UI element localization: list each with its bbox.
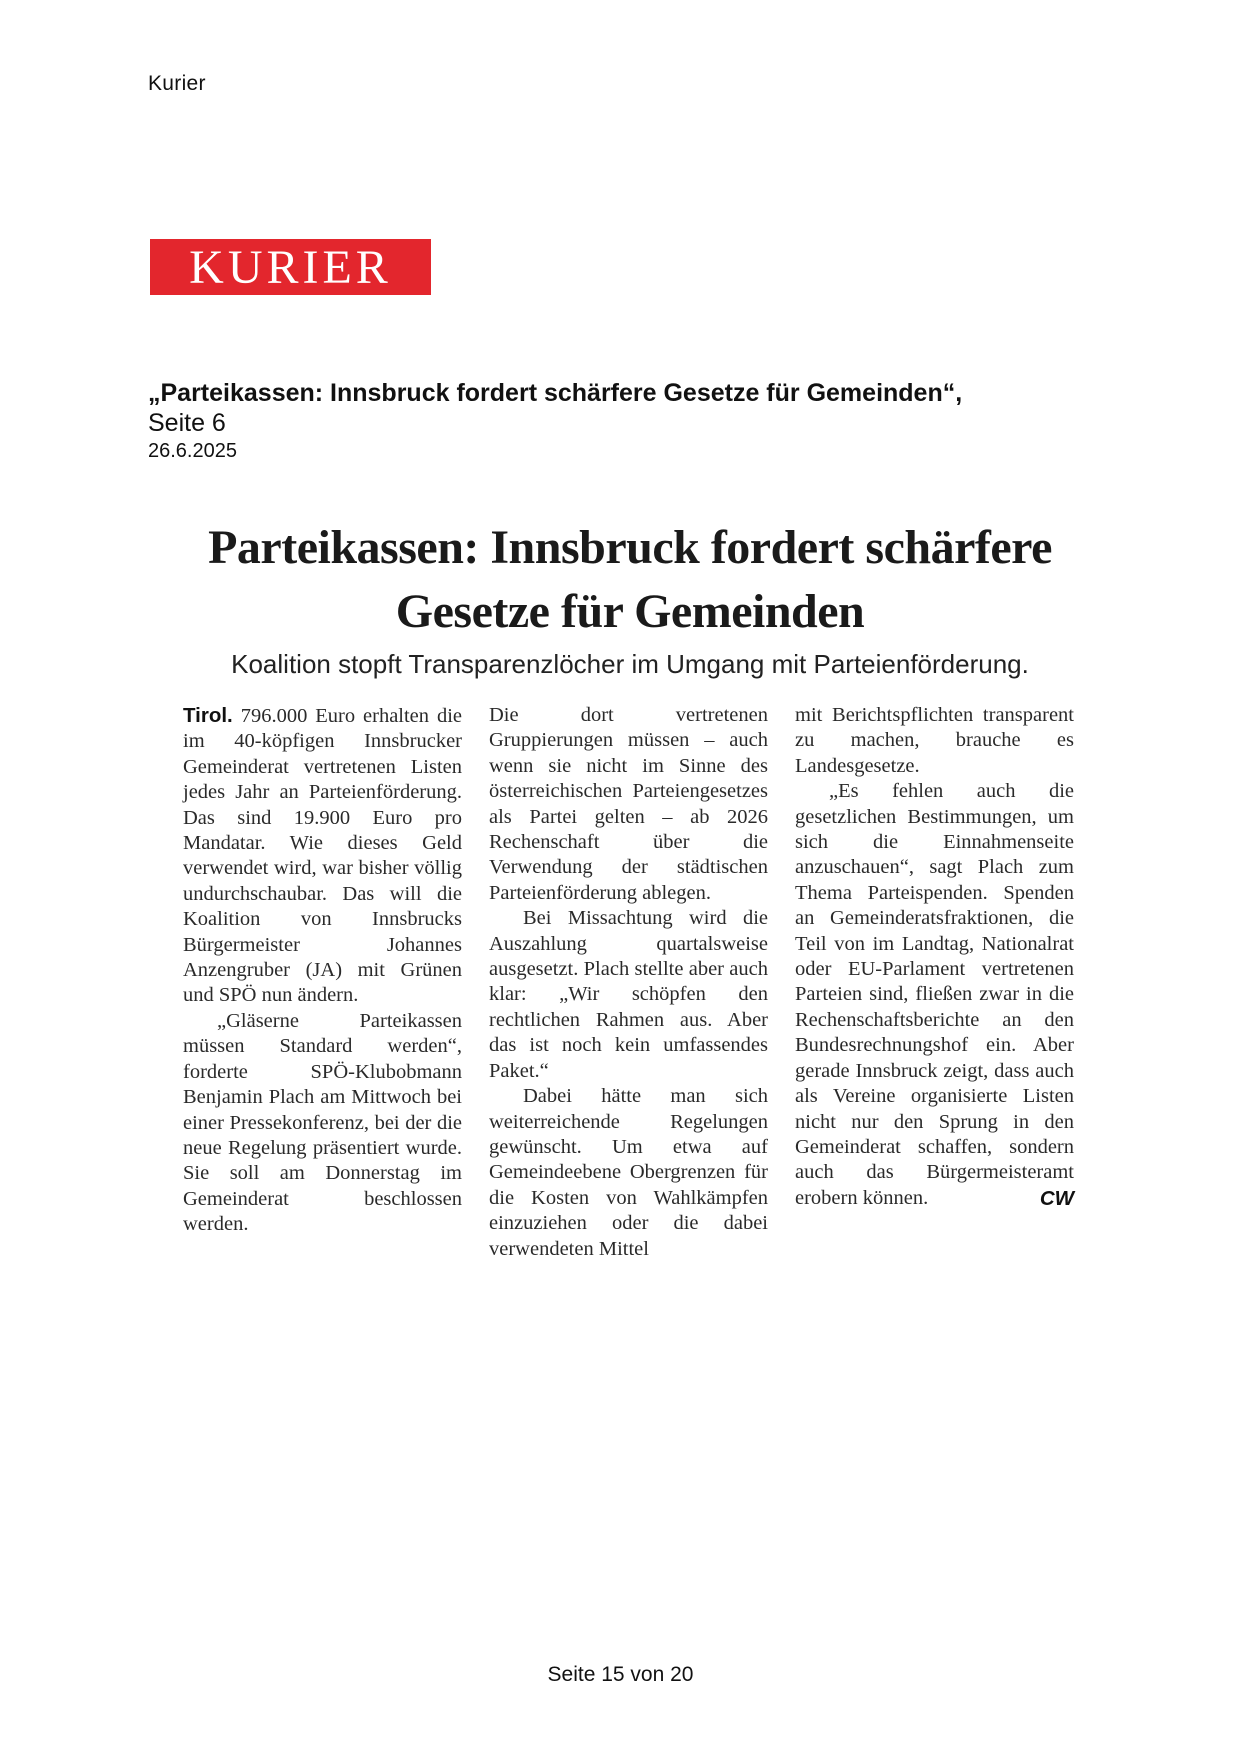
article-body <box>183 703 1074 1262</box>
article-column-2 <box>489 703 768 1262</box>
paragraph: Dabei hätte man sich weiterreichende Regelungen gewünscht. Um etwa auf Gemeindeebene Obergrenzen für die Kosten von Wahlkämpfen einzuziehen oder die dabei verwendeten Mittel <box>489 1085 768 1260</box>
dateline: Tirol. <box>183 704 233 727</box>
clipping-date: 26.6.2025 <box>148 440 237 462</box>
logo-text: KURIER <box>189 241 392 294</box>
paragraph-text: „Es fehlen auch die gesetzlichen Bestimmungen, um sich die Einnahmenseite anzuschauen“, sagt Plach zum Thema Parteispenden. Spenden an Gemeinderatsfraktionen, die Teil von im Landtag, Nationalrat oder EU-Parlament vertretenen Parteien sind, fließen zwar in die Rechenschaftsberichte an den Bundesrechnungshof ein. Aber gerade Innsbruck zeigt, dass auch als Vereine organisierte Listen nicht nur den Sprung in den Gemeinderat schaffen, sondern auch das Bürgermeisteramt erobern können. <box>795 780 1074 1209</box>
source-label: Kurier <box>148 72 206 95</box>
kurier-logo <box>150 239 431 295</box>
paragraph: Bei Missachtung wird die Auszahlung quartalsweise ausgesetzt. Plach stellte aber auch klar: „Wir schöpfen den rechtlichen Rahmen aus. Aber das ist noch kein umfassendes Paket.“ <box>489 907 768 1082</box>
author-initials: CW <box>1039 1186 1074 1210</box>
clipping-meta <box>148 378 962 464</box>
paragraph <box>795 779 1074 1211</box>
paragraph: mit Berichtspflichten transparent zu machen, brauche es Landesgesetze. <box>795 704 1074 777</box>
clipping-title: „Parteikassen: Innsbruck fordert schärfere Gesetze für Gemeinden“, <box>148 379 963 407</box>
article-headline: Parteikassen: Innsbruck fordert schärfere Gesetze für Gemeinden <box>208 521 1052 638</box>
article-column-1 <box>183 703 462 1262</box>
paragraph: Die dort vertretenen Gruppierungen müssen – auch wenn sie nicht im Sinne des österreichischen Parteiengesetzes als Partei gelten – ab 2026 Rechenschaft über die Verwendung der städtischen Parteienförderung ablegen. <box>489 704 768 904</box>
paragraph: „Gläserne Parteikassen müssen Standard werden“, forderte SPÖ-Klubobmann Benjamin Plach am Mittwoch bei einer Pressekonferenz, bei der die neue Regelung präsentiert wurde. Sie soll am Donnerstag im Gemeinderat beschlossen werden. <box>183 1009 462 1236</box>
article-column-3 <box>795 703 1074 1262</box>
clipping-page: Seite 6 <box>148 409 226 437</box>
paragraph <box>183 703 462 1009</box>
paragraph-text: 796.000 Euro erhalten die im 40-köpfigen Innsbrucker Gemeinderat vertretenen Listen jedes Jahr an Parteienförderung. Das sind 19.900 Euro pro Mandatar. Wie dieses Geld verwendet wird, war bisher völlig undurchschaubar. Das will die Koalition von Innsbrucks Bürgermeister Johannes Anzengruber (JA) mit Grünen und SPÖ nun ändern. <box>183 705 462 1007</box>
page-indicator: Seite 15 von 20 <box>547 1663 694 1686</box>
article-subheadline: Koalition stopft Transparenzlöcher im Umgang mit Parteienförderung. <box>231 649 1029 679</box>
